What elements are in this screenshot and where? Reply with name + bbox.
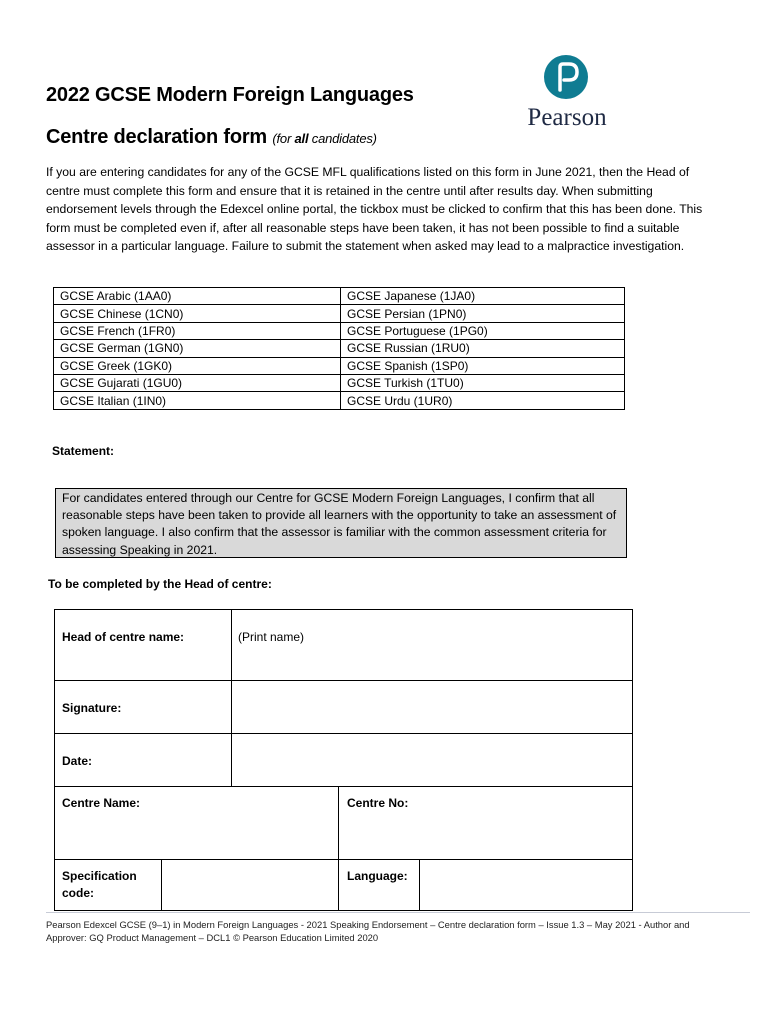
spec-code-label: Specification code: (62, 869, 137, 900)
pearson-p-icon (512, 54, 622, 104)
signature-label-cell (54, 680, 232, 734)
qualification-cell: GCSE German (1GN0) (54, 340, 341, 357)
qualification-cell: GCSE Spanish (1SP0) (341, 357, 625, 374)
subtitle-note-prefix: (for (272, 131, 295, 146)
qualification-cell: GCSE Italian (1IN0) (54, 392, 341, 409)
qualification-cell: GCSE French (1FR0) (54, 322, 341, 339)
qualification-cell: GCSE Persian (1PN0) (341, 305, 625, 322)
table-row (54, 374, 625, 391)
qualification-cell: GCSE Greek (1GK0) (54, 357, 341, 374)
head-name-field[interactable] (231, 609, 633, 681)
pearson-logo (512, 54, 622, 130)
qualification-cell: GCSE Russian (1RU0) (341, 340, 625, 357)
table-row (54, 322, 625, 339)
qualification-cell: GCSE Arabic (1AA0) (54, 288, 341, 305)
spec-code-field[interactable] (161, 859, 339, 911)
language-field[interactable] (419, 859, 633, 911)
centre-name-field[interactable] (54, 786, 339, 860)
table-row (54, 392, 625, 409)
table-row (54, 357, 625, 374)
signature-field[interactable] (231, 680, 633, 734)
statement-heading: Statement: (52, 444, 115, 458)
print-name-hint: (Print name) (238, 630, 305, 644)
subtitle-note-bold: all (294, 131, 309, 146)
head-name-label-cell (54, 609, 232, 681)
document-title: 2022 GCSE Modern Foreign Languages (46, 84, 414, 106)
table-row (54, 288, 625, 305)
centre-no-field[interactable] (338, 786, 633, 860)
statement-box: For candidates entered through our Centre for GCSE Modern Foreign Languages, I confirm that all reasonable steps have been taken to provide all learners with the opportunity to take an assessment of spoken language. I also confirm that the assessor is familiar with the common assessment criteria for assessing Speaking in 2021. (55, 488, 627, 558)
centre-no-label: Centre No: (347, 796, 409, 810)
centre-name-label: Centre Name: (62, 796, 141, 810)
subtitle-text: Centre declaration form (46, 126, 268, 148)
qualification-cell: GCSE Turkish (1TU0) (341, 374, 625, 391)
table-row (54, 340, 625, 357)
page-footer: Pearson Edexcel GCSE (9–1) in Modern Foreign Languages - 2021 Speaking Endorsement – Centre declaration form – Issue 1.3 – May 2021 - Author and Approver: GQ Product Management – DCL1 © Pearson Education Limited 2020 (46, 919, 690, 943)
qualification-cell: GCSE Urdu (1UR0) (341, 392, 625, 409)
subtitle-note-suffix: candidates) (308, 131, 377, 146)
date-field[interactable] (231, 733, 633, 787)
qualification-cell: GCSE Chinese (1CN0) (54, 305, 341, 322)
footer-divider (46, 912, 750, 913)
head-of-centre-heading: To be completed by the Head of centre: (48, 577, 272, 591)
qualification-cell: GCSE Japanese (1JA0) (341, 288, 625, 305)
form-subtitle (46, 126, 377, 149)
head-name-label: Head of centre name: (62, 630, 185, 644)
qualification-cell: GCSE Gujarati (1GU0) (54, 374, 341, 391)
spec-code-label-cell (54, 859, 162, 911)
language-label: Language: (347, 869, 408, 883)
language-label-cell (338, 859, 420, 911)
qualifications-table (53, 287, 625, 410)
signature-label: Signature: (62, 701, 122, 715)
table-row (54, 305, 625, 322)
date-label-cell (54, 733, 232, 787)
qualification-cell: GCSE Portuguese (1PG0) (341, 322, 625, 339)
pearson-wordmark: Pearson (527, 104, 607, 131)
subtitle-note (272, 131, 376, 146)
intro-paragraph: If you are entering candidates for any of the GCSE MFL qualifications listed on this form in June 2021, then the Head of centre must complete this form and ensure that it is retained in the centre until after results day. When submitting endorsement levels through the Edexcel online portal, the tickbox must be clicked to confirm that this has been done. This form must be completed even if, after all reasonable steps have been taken, it has not been possible to find a suitable assessor in a particular language. Failure to submit the statement when asked may lead to a malpractice investigation. (46, 165, 703, 254)
date-label: Date: (62, 754, 93, 768)
